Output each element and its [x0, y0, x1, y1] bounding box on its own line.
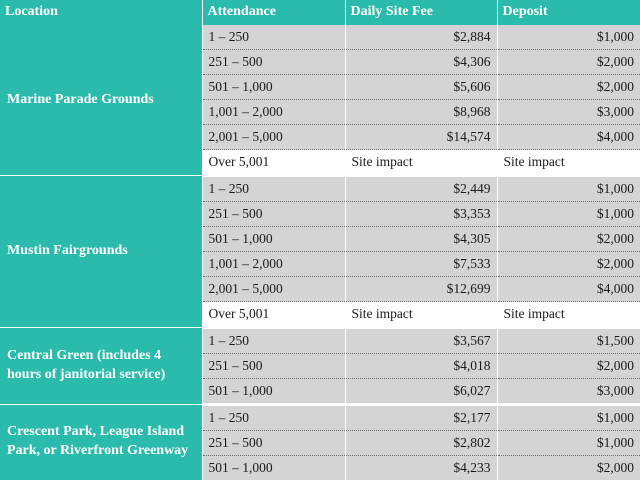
- daily-site-fee-cell: $7,533: [345, 252, 497, 277]
- deposit-cell: $1,000: [497, 405, 640, 431]
- deposit-cell: $2,000: [497, 354, 640, 379]
- attendance-cell: 501 – 1,000: [202, 456, 345, 481]
- deposit-cell: $2,000: [497, 50, 640, 75]
- deposit-cell: $2,000: [497, 227, 640, 252]
- deposit-cell: Site impact: [497, 302, 640, 328]
- deposit-cell: $1,000: [497, 25, 640, 50]
- attendance-cell: 501 – 1,000: [202, 227, 345, 252]
- attendance-cell: 501 – 1,000: [202, 379, 345, 405]
- daily-site-fee-cell: $4,306: [345, 50, 497, 75]
- deposit-cell: $1,500: [497, 328, 640, 354]
- table-header: [0, 0, 640, 25]
- daily-site-fee-cell: $4,305: [345, 227, 497, 252]
- column-header-location: Location: [0, 0, 202, 25]
- deposit-cell: $2,000: [497, 75, 640, 100]
- table-row: [0, 405, 640, 431]
- daily-site-fee-cell: $3,353: [345, 202, 497, 227]
- location-cell: Central Green (includes 4 hours of janitorial service): [0, 328, 202, 405]
- deposit-cell: $1,000: [497, 202, 640, 227]
- attendance-cell: 1 – 250: [202, 25, 345, 50]
- table-header-row: [0, 0, 640, 25]
- table-row: [0, 328, 640, 354]
- column-header-daily-site-fee: Daily Site Fee: [345, 0, 497, 25]
- deposit-cell: $2,000: [497, 252, 640, 277]
- column-header-deposit: Deposit: [497, 0, 640, 25]
- attendance-cell: 1 – 250: [202, 176, 345, 202]
- deposit-cell: $3,000: [497, 100, 640, 125]
- daily-site-fee-cell: $6,027: [345, 379, 497, 405]
- daily-site-fee-cell: $2,177: [345, 405, 497, 431]
- deposit-cell: $1,000: [497, 431, 640, 456]
- attendance-cell: 251 – 500: [202, 50, 345, 75]
- daily-site-fee-cell: $14,574: [345, 125, 497, 150]
- deposit-cell: Site impact: [497, 150, 640, 176]
- daily-site-fee-cell: $4,233: [345, 456, 497, 481]
- attendance-cell: 1,001 – 2,000: [202, 100, 345, 125]
- daily-site-fee-cell: Site impact: [345, 302, 497, 328]
- attendance-cell: Over 5,001: [202, 302, 345, 328]
- attendance-cell: 501 – 1,000: [202, 75, 345, 100]
- attendance-cell: 2,001 – 5,000: [202, 277, 345, 302]
- attendance-cell: 2,001 – 5,000: [202, 125, 345, 150]
- attendance-cell: 1,001 – 2,000: [202, 252, 345, 277]
- daily-site-fee-cell: $3,567: [345, 328, 497, 354]
- deposit-cell: $1,000: [497, 176, 640, 202]
- attendance-cell: 1 – 250: [202, 405, 345, 431]
- attendance-cell: 251 – 500: [202, 431, 345, 456]
- daily-site-fee-cell: Site impact: [345, 150, 497, 176]
- daily-site-fee-cell: $2,802: [345, 431, 497, 456]
- attendance-cell: 251 – 500: [202, 354, 345, 379]
- daily-site-fee-cell: $2,449: [345, 176, 497, 202]
- location-cell: Marine Parade Grounds: [0, 25, 202, 176]
- table-body: [0, 25, 640, 480]
- location-cell: Crescent Park, League Island Park, or Riverfront Greenway: [0, 405, 202, 481]
- daily-site-fee-cell: $12,699: [345, 277, 497, 302]
- daily-site-fee-cell: $5,606: [345, 75, 497, 100]
- location-cell: Mustin Fairgrounds: [0, 176, 202, 328]
- attendance-cell: Over 5,001: [202, 150, 345, 176]
- deposit-cell: $4,000: [497, 277, 640, 302]
- daily-site-fee-cell: $8,968: [345, 100, 497, 125]
- deposit-cell: $3,000: [497, 379, 640, 405]
- daily-site-fee-cell: $4,018: [345, 354, 497, 379]
- daily-site-fee-cell: $2,884: [345, 25, 497, 50]
- table-row: [0, 176, 640, 202]
- attendance-cell: 1 – 250: [202, 328, 345, 354]
- deposit-cell: $2,000: [497, 456, 640, 481]
- column-header-attendance: Attendance: [202, 0, 345, 25]
- attendance-cell: 251 – 500: [202, 202, 345, 227]
- deposit-cell: $4,000: [497, 125, 640, 150]
- table-row: [0, 25, 640, 50]
